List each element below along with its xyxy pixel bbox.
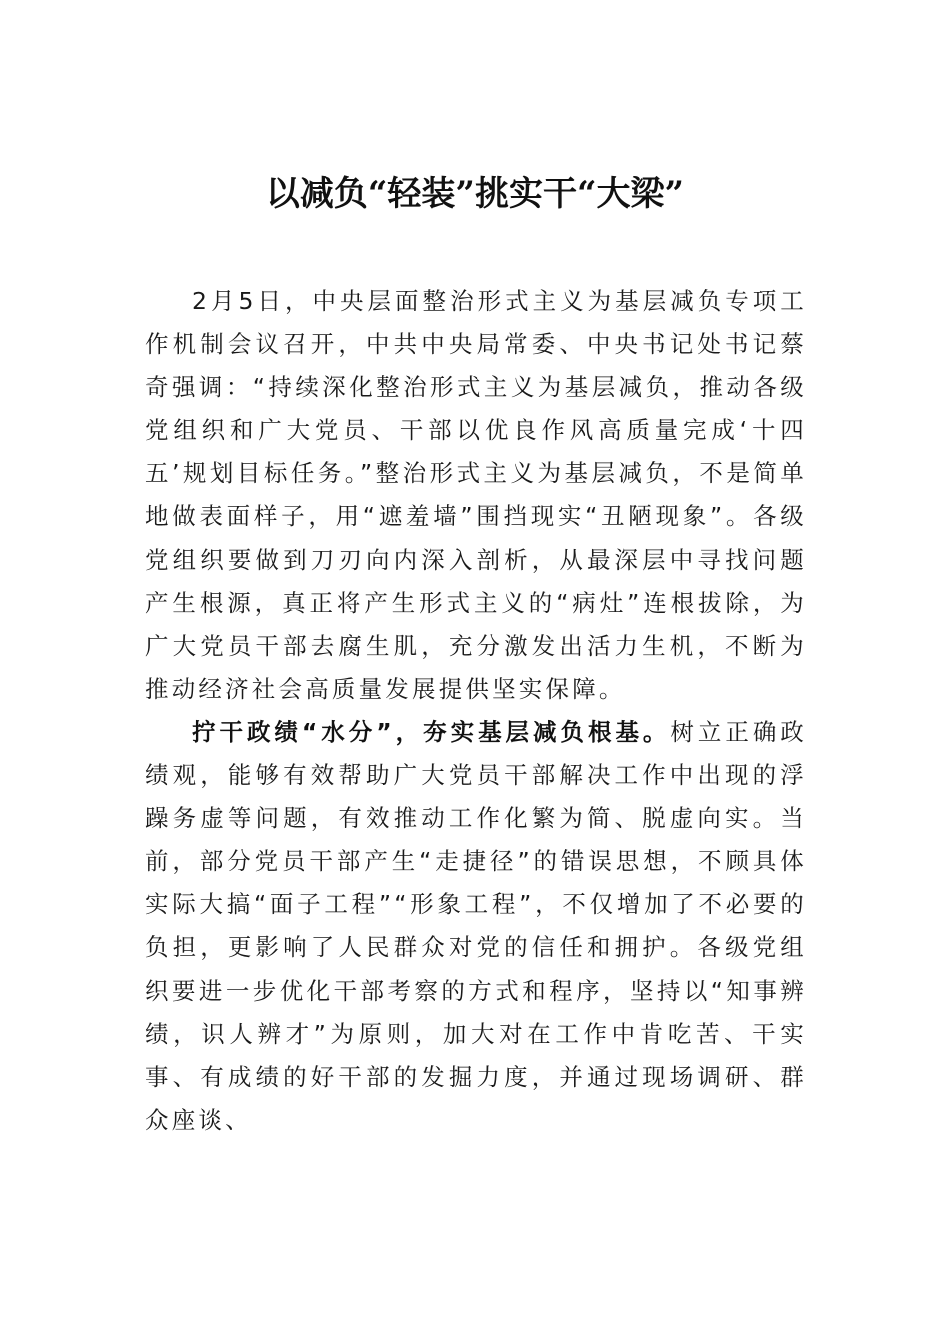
paragraph-1-text: 2月5日，中央层面整治形式主义为基层减负专项工作机制会议召开，中共中央局常委、中央书记处书记蔡奇强调：“持续深化整治形式主义为基层减负，推动各级党组织和广大党员、干部以优良作风高质量完成‘十四五’规划目标任务。”整治形式主义为基层减负，不是简单地做表面样子，用“遮羞墙”围挡现实“丑陋现象”。各级党组织要做到刀刃向内深入剖析，从最深层中寻找问题产生根源，真正将产生形式主义的“病灶”连根拔除，为广大党员干部去腐生肌，充分激发出活力生机，不断为推动经济社会高质量发展提供坚实保障。 [145, 287, 807, 703]
document-title: 以减负“轻装”挑实干“大梁” [265, 174, 685, 214]
paragraph-1 [145, 280, 807, 711]
document-body [145, 280, 807, 1142]
paragraph-2 [145, 711, 807, 1142]
paragraph-2-lead: 拧干政绩“水分”，夯实基层减负根基。 [192, 717, 671, 746]
paragraph-2-text: 树立正确政绩观，能够有效帮助广大党员干部解决工作中出现的浮躁务虚等问题，有效推动工作化繁为简、脱虚向实。当前，部分党员干部产生“走捷径”的错误思想，不顾具体实际大搞“面子工程”“形象工程”，不仅增加了不必要的负担，更影响了人民群众对党的信任和拥护。各级党组织要进一步优化干部考察的方式和程序，坚持以“知事辨绩，识人辨才”为原则，加大对在工作中肯吃苦、干实事、有成绩的好干部的发掘力度，并通过现场调研、群众座谈、 [145, 717, 807, 1134]
